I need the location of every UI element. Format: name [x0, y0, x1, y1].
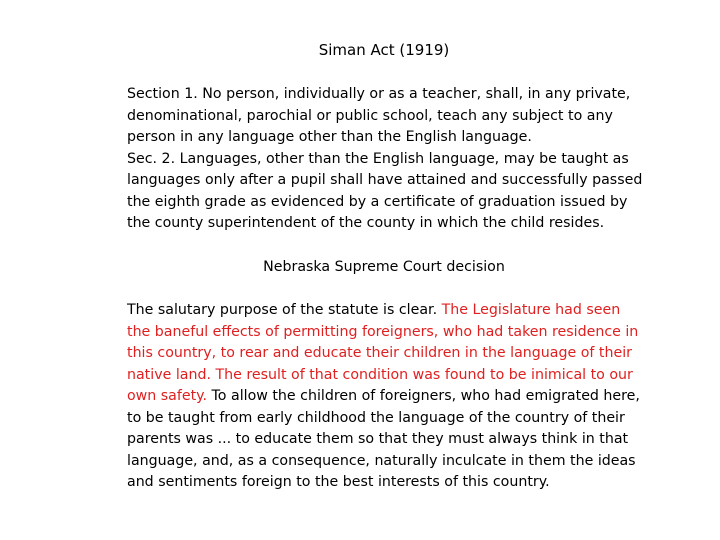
quote-intro: The salutary purpose of the statute is clear. [127, 302, 442, 318]
section-1-paragraph: Section 1. No person, individually or as a teacher, shall, in any private, denominational, parochial or public school, teach any subject to any person in any language other than the English language. [127, 86, 631, 145]
section-2-paragraph: Sec. 2. Languages, other than the English language, may be taught as languages only after a pupil shall have attained and successfully passed the eighth grade as evidenced by a certificate of graduation issued by the county superintendent of the county in which the child resides. [127, 150, 643, 231]
quote-highlight: The Legislature had seen the baneful effects of permitting foreigners, who had taken residence in this country, to rear and educate their children in the language of their native land. The result of that condition was found to be inimical to our own safety. [127, 302, 639, 404]
court-quote [127, 300, 647, 494]
page-title: Siman Act (1919) [318, 41, 450, 59]
quote-paragraph [127, 300, 647, 494]
statute-text [127, 84, 647, 235]
quote-rest: To allow the children of foreigners, who had emigrated here, to be taught from early childhood the language of the country of their parents was ... to educate them so that they must always think in that language, and, as a consequence, naturally inculcate in them the ideas and sentiments foreign to the best interests of this country. [127, 388, 640, 490]
court-decision-heading: Nebraska Supreme Court decision [263, 259, 505, 275]
